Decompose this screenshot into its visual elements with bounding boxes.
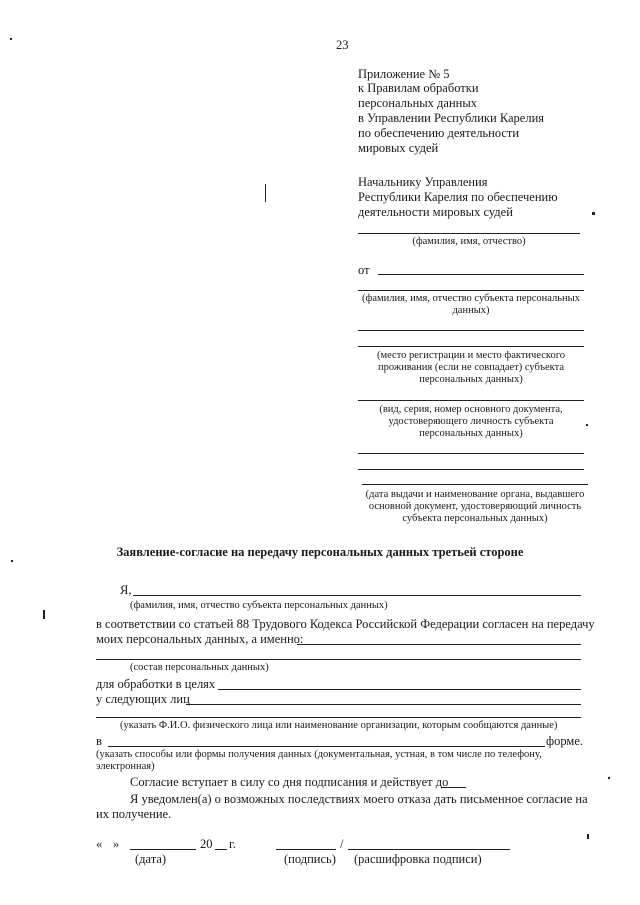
issue-line-2: [358, 469, 584, 470]
addressee-line-2: Республики Карелия по обеспечению: [358, 190, 558, 204]
document-caption-1: (вид, серия, номер основного документа,: [379, 404, 563, 415]
purpose-line: [218, 689, 581, 690]
persons-line-1: [186, 704, 581, 705]
notice-line-2: их получение.: [96, 807, 172, 821]
consent-text: Согласие вступает в силу со дня подписания и действует до: [130, 775, 449, 789]
appendix-line-3: персональных данных: [358, 96, 477, 110]
address-line-2: [358, 346, 584, 347]
year-prefix: 20: [200, 837, 213, 851]
fio-caption: (фамилия, имя, отчество): [412, 236, 526, 247]
appendix-line-6: мировых судей: [358, 141, 439, 155]
year-line: [215, 849, 227, 850]
issue-caption-3: субъекта персональных данных): [402, 513, 548, 524]
notice-line-1: Я уведомлен(а) о возможных последствиях моего отказа дать письменное согласие на: [130, 792, 588, 806]
i-label: Я,: [120, 583, 132, 597]
issue-caption-1: (дата выдачи и наименование органа, выдавшего: [365, 489, 585, 500]
persons-line-2: [96, 717, 581, 718]
purpose-label: для обработки в целях: [96, 677, 216, 691]
sign-caption: (подпись): [284, 852, 336, 866]
quote-close: »: [113, 837, 120, 851]
scan-dot: [586, 424, 588, 426]
addressee-fio-line: [358, 233, 580, 234]
document-title: Заявление-согласие на передачу персональных данных третьей стороне: [116, 545, 524, 559]
from-line: [378, 274, 584, 275]
form-label: форме.: [546, 734, 583, 748]
document-caption-2: удостоверяющего личность субъекта: [388, 416, 554, 427]
scan-mark: [587, 834, 589, 839]
para1-line-1: в соответствии со статьей 88 Трудового Кодекса Российской Федерации согласен на передачу: [96, 617, 595, 631]
issue-line-3: [362, 484, 588, 485]
composition-line-2: [96, 659, 581, 660]
appendix-line-5: по обеспечению деятельности: [358, 126, 520, 140]
scan-mark: [265, 184, 266, 202]
slash: /: [340, 837, 344, 851]
composition-caption: (состав персональных данных): [130, 662, 269, 673]
methods-caption-1: (указать способы или формы получения данных (документальная, устная, в том числе по телефону,: [96, 749, 542, 760]
scan-dot: [608, 777, 610, 779]
address-caption-3: персональных данных): [419, 374, 523, 385]
address-caption-2: проживания (если не совпадает) субъекта: [377, 362, 565, 373]
document-caption-3: персональных данных): [419, 428, 523, 439]
signature-line: [276, 849, 336, 850]
decode-caption: (расшифровка подписи): [354, 852, 482, 866]
methods-caption-2: электронная): [96, 761, 155, 772]
issue-caption-2: основной документ, удостоверяющий личность: [368, 501, 582, 512]
methods-line: [108, 746, 545, 747]
scan-dot: [11, 560, 13, 562]
persons-caption: (указать Ф.И.О. физического лица или наименование организации, которым сообщаются данные): [120, 720, 558, 731]
issue-line-1: [358, 453, 584, 454]
addressee-line-1: Начальнику Управления: [358, 175, 488, 189]
i-line: [133, 595, 581, 596]
para1-line-2: моих персональных данных, а именно:: [96, 632, 304, 646]
address-line-1: [358, 330, 584, 331]
subject-fio-line: [358, 290, 584, 291]
decode-line: [348, 849, 510, 850]
persons-label: у следующих лиц: [96, 692, 190, 706]
subject-fio-caption-1: (фамилия, имя, отчество субъекта персональных: [362, 293, 580, 304]
scan-mark: [43, 610, 45, 619]
composition-line-1: [297, 644, 581, 645]
appendix-line-1: Приложение № 5: [358, 67, 450, 81]
appendix-line-2: к Правилам обработки: [358, 81, 479, 95]
address-caption-1: (место регистрации и место фактического: [376, 350, 566, 361]
scan-dot: [592, 212, 595, 215]
document-line: [358, 400, 584, 401]
year-suffix: г.: [229, 837, 236, 851]
scan-dot: [10, 38, 12, 40]
appendix-line-4: в Управлении Республики Карелия: [358, 111, 545, 125]
subject-fio-caption-2: данных): [452, 305, 490, 316]
i-caption: (фамилия, имя, отчество субъекта персональных данных): [130, 600, 388, 611]
quote-open: «: [96, 837, 103, 851]
addressee-line-3: деятельности мировых судей: [358, 205, 513, 219]
date-day-line: [130, 849, 196, 850]
date-caption: (дата): [135, 852, 167, 866]
consent-date-line: [441, 787, 466, 788]
in-label: в: [96, 734, 102, 748]
from-label: от: [358, 263, 370, 277]
page-number: 23: [336, 38, 349, 52]
